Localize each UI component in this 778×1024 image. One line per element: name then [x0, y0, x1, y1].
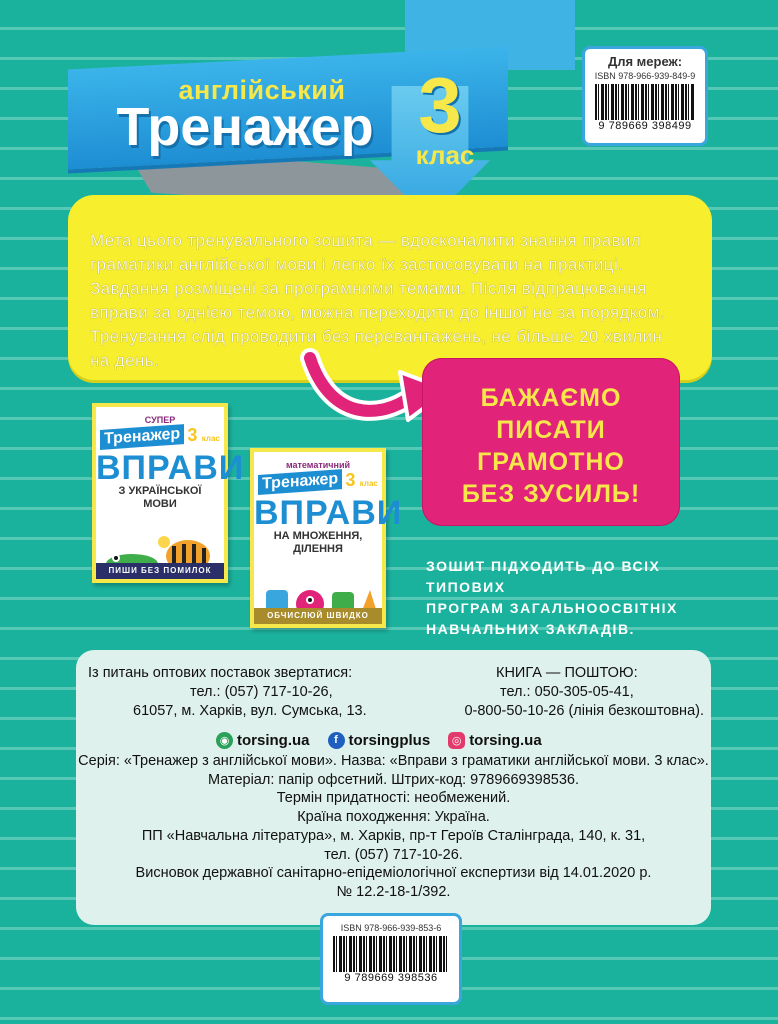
- details-line: Країна походження: Україна.: [297, 809, 490, 826]
- book-grade-word: клас: [201, 434, 220, 443]
- intro-line: Тренування слід проводити без перевантажень, не більше 20 хвилин: [90, 327, 663, 346]
- mail-order-hotline: 0-800-50-10-26 (лінія безкоштовна).: [464, 703, 704, 719]
- barcode-top-isbn: ISBN 978-966-939-849-9: [594, 71, 696, 81]
- wholesale-heading: Із питань оптових поставок звертатися:: [88, 665, 353, 681]
- banner-grade-number: 3: [418, 61, 462, 149]
- intro-line: Завдання розміщені за програмними темами. Після відпрацювання: [90, 279, 647, 298]
- book-series-header: [254, 460, 382, 492]
- globe-icon: ◉: [216, 732, 233, 749]
- details-line: ПП «Навчальна література», м. Харків, пр-т Героїв Сталінграда, 140, к. 31,: [141, 827, 646, 844]
- barcode-top: [582, 46, 708, 146]
- book-series-small: СУПЕР: [144, 415, 176, 425]
- details-line: Матеріал: папір офсетний. Штрих-код: 9789669398536.: [207, 771, 580, 788]
- details-line: № 12.2-18-1/392.: [336, 883, 451, 900]
- details-line: Висновок державної санітарно-епідеміологічної експертизи від 14.01.2020 р.: [135, 865, 652, 882]
- instagram-icon: ◎: [448, 732, 465, 749]
- facebook-link[interactable]: [328, 732, 431, 749]
- curriculum-note-line: ЗОШИТ ПІДХОДИТЬ ДО ВСІХ ТИПОВИХ: [426, 558, 661, 595]
- facebook-label: torsingplus: [348, 731, 431, 749]
- mail-order-phone: тел.: 050-305-05-41,: [500, 684, 634, 700]
- wish-line: ГРАМОТНО: [477, 448, 625, 476]
- wish-line: БЕЗ ЗУСИЛЬ!: [461, 480, 641, 508]
- wish-line: ПИСАТИ: [496, 416, 606, 444]
- curriculum-note-line: НАВЧАЛЬНИХ ЗАКЛАДІВ.: [426, 621, 635, 637]
- barcode-bottom: [320, 913, 462, 1005]
- book-footer: ОБЧИСЛЮЙ ШВИДКО: [254, 608, 382, 624]
- barcode-bottom-bars: [333, 936, 449, 972]
- banner-series-title: Тренажер: [116, 97, 374, 157]
- intro-line: граматики англійської мови і легко їх застосовувати на практиці.: [90, 255, 624, 274]
- book-thumbnail-math: [250, 448, 403, 628]
- banner-subject: англійський: [178, 75, 346, 105]
- book-title: ВПРАВИ: [254, 494, 403, 532]
- intro-line: вправи за однією темою, можна переходити до іншої не за порядком.: [90, 303, 665, 322]
- book-footer: ПИШИ БЕЗ ПОМИЛОК: [96, 563, 224, 579]
- book-subtitle: МОВИ: [143, 498, 177, 510]
- curriculum-note: [426, 556, 726, 640]
- book-subtitle: НА МНОЖЕННЯ,: [273, 530, 363, 542]
- book-title: ВПРАВИ: [96, 449, 245, 487]
- barcode-top-label: Для мереж:: [607, 54, 683, 69]
- wish-line: БАЖАЄМО: [480, 384, 622, 412]
- book-grade: 3: [187, 425, 198, 445]
- details-line: Серія: «Тренажер з англійської мови». Назва: «Вправи з граматики англійської мови. 3 клас».: [78, 753, 709, 769]
- book-grade-word: клас: [359, 479, 378, 488]
- book-series-big: Тренажер: [100, 424, 184, 450]
- book-series-big: Тренажер: [258, 469, 342, 495]
- book-grade: 3: [345, 470, 356, 490]
- mail-order-contacts: [434, 664, 704, 721]
- website-link[interactable]: [216, 732, 310, 749]
- intro-line: на день.: [90, 351, 160, 370]
- barcode-top-bars: [595, 84, 695, 120]
- book-subtitle: З УКРАЇНСЬКОЇ: [118, 485, 202, 497]
- curriculum-note-line: ПРОГРАМ ЗАГАЛЬНООСВІТНІХ: [426, 600, 678, 616]
- book-thumbnail-ukrainian: [92, 403, 245, 583]
- barcode-bottom-digits: 9 789669 398536: [344, 972, 438, 984]
- wholesale-contacts: [88, 664, 388, 721]
- wholesale-address: 61057, м. Харків, вул. Сумська, 13.: [133, 703, 367, 719]
- intro-line: Мета цього тренувального зошита — вдосконалити знання правил: [90, 231, 642, 250]
- wish-panel: [422, 358, 680, 526]
- wholesale-phone: тел.: (057) 717-10-26,: [190, 684, 333, 700]
- book-details: [76, 752, 711, 902]
- details-line: тел. (057) 717-10-26.: [324, 846, 463, 863]
- book-subtitle: ДІЛЕННЯ: [293, 543, 343, 555]
- banner-grade-word: клас: [415, 140, 475, 170]
- social-links: [216, 730, 576, 750]
- website-label: torsing.ua: [237, 731, 310, 749]
- publisher-info-panel: [76, 650, 711, 925]
- barcode-top-digits: 9 789669 398499: [598, 120, 692, 132]
- facebook-icon: f: [328, 732, 345, 749]
- book-series-header: [96, 415, 224, 447]
- details-line: Термін придатності: необмежений.: [276, 790, 511, 807]
- book-series-small: математичний: [285, 460, 351, 470]
- instagram-label: torsing.ua: [469, 731, 542, 749]
- mail-order-heading: КНИГА — ПОШТОЮ:: [496, 665, 638, 681]
- instagram-link[interactable]: [448, 732, 542, 749]
- barcode-bottom-isbn: ISBN 978-966-939-853-6: [340, 923, 442, 933]
